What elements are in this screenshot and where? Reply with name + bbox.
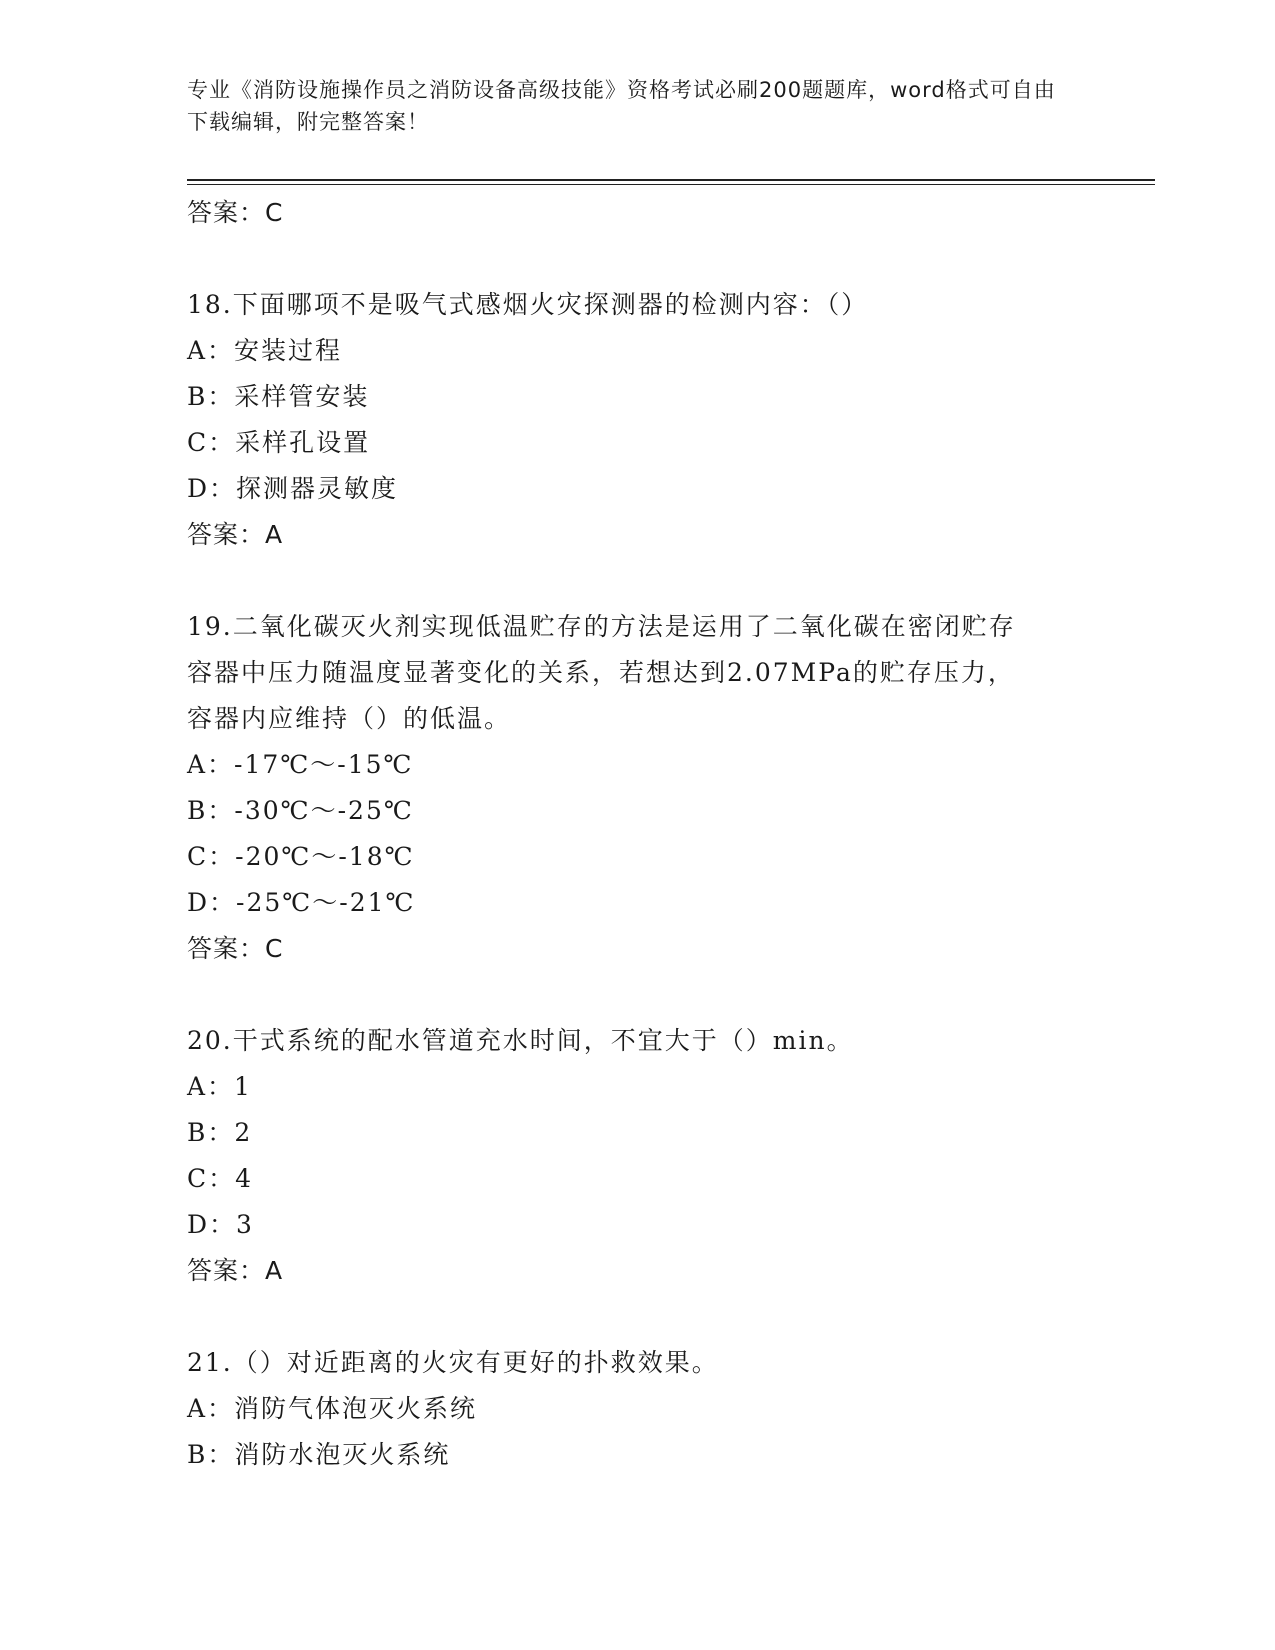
question-stem: 20.干式系统的配水管道充水时间，不宜大于（）min。 [187, 1026, 854, 1055]
option-a: A：1 [187, 1072, 252, 1101]
option-a: A：消防气体泡灭火系统 [187, 1394, 478, 1423]
option-d: D：探测器灵敏度 [187, 474, 399, 503]
option-b: B：-30℃～-25℃ [187, 796, 414, 825]
question-stem: 18.下面哪项不是吸气式感烟火灾探测器的检测内容：（） [187, 290, 869, 319]
answer-label: 答案： [187, 520, 266, 549]
question-19 [187, 604, 1087, 972]
option-c: C：4 [187, 1164, 254, 1193]
option-a: A：安装过程 [187, 336, 343, 365]
option-c: C：-20℃～-18℃ [187, 842, 415, 871]
question-21 [187, 1340, 1087, 1478]
document-header: 专业《消防设施操作员之消防设备高级技能》资格考试必刷200题题库，word格式可自由下载编辑，附完整答案！ [187, 78, 1056, 134]
header-rule-thick [187, 179, 1155, 181]
option-b: B：消防水泡灭火系统 [187, 1440, 451, 1469]
answer-value: C [265, 198, 284, 227]
answer-line [187, 926, 1087, 972]
answer-value: A [265, 520, 284, 549]
option-d: D：3 [187, 1210, 254, 1239]
question-18 [187, 282, 1087, 558]
answer-label: 答案： [187, 934, 266, 963]
answer-value: A [265, 1256, 284, 1285]
answer-line [187, 512, 1087, 558]
answer-value: C [265, 934, 284, 963]
option-b: B：采样管安装 [187, 382, 370, 411]
answer-label: 答案： [187, 1256, 266, 1285]
question-list [187, 190, 1087, 1478]
answer-line [187, 1248, 1087, 1294]
question-stem: 19.二氧化碳灭火剂实现低温贮存的方法是运用了二氧化碳在密闭贮存 [187, 612, 1016, 641]
answer-line [187, 190, 1087, 236]
question-20 [187, 1018, 1087, 1294]
header-rule-thin [187, 184, 1155, 185]
option-c: C：采样孔设置 [187, 428, 371, 457]
answer-label: 答案： [187, 198, 266, 227]
question-stem: 21.（）对近距离的火灾有更好的扑救效果。 [187, 1348, 719, 1377]
option-d: D：-25℃～-21℃ [187, 888, 416, 917]
option-b: B：2 [187, 1118, 253, 1147]
option-a: A：-17℃～-15℃ [187, 750, 414, 779]
question-stem: 容器内应维持（）的低温。 [187, 704, 512, 733]
question-stem: 容器中压力随温度显著变化的关系，若想达到2.07MPa的贮存压力， [187, 658, 1015, 687]
